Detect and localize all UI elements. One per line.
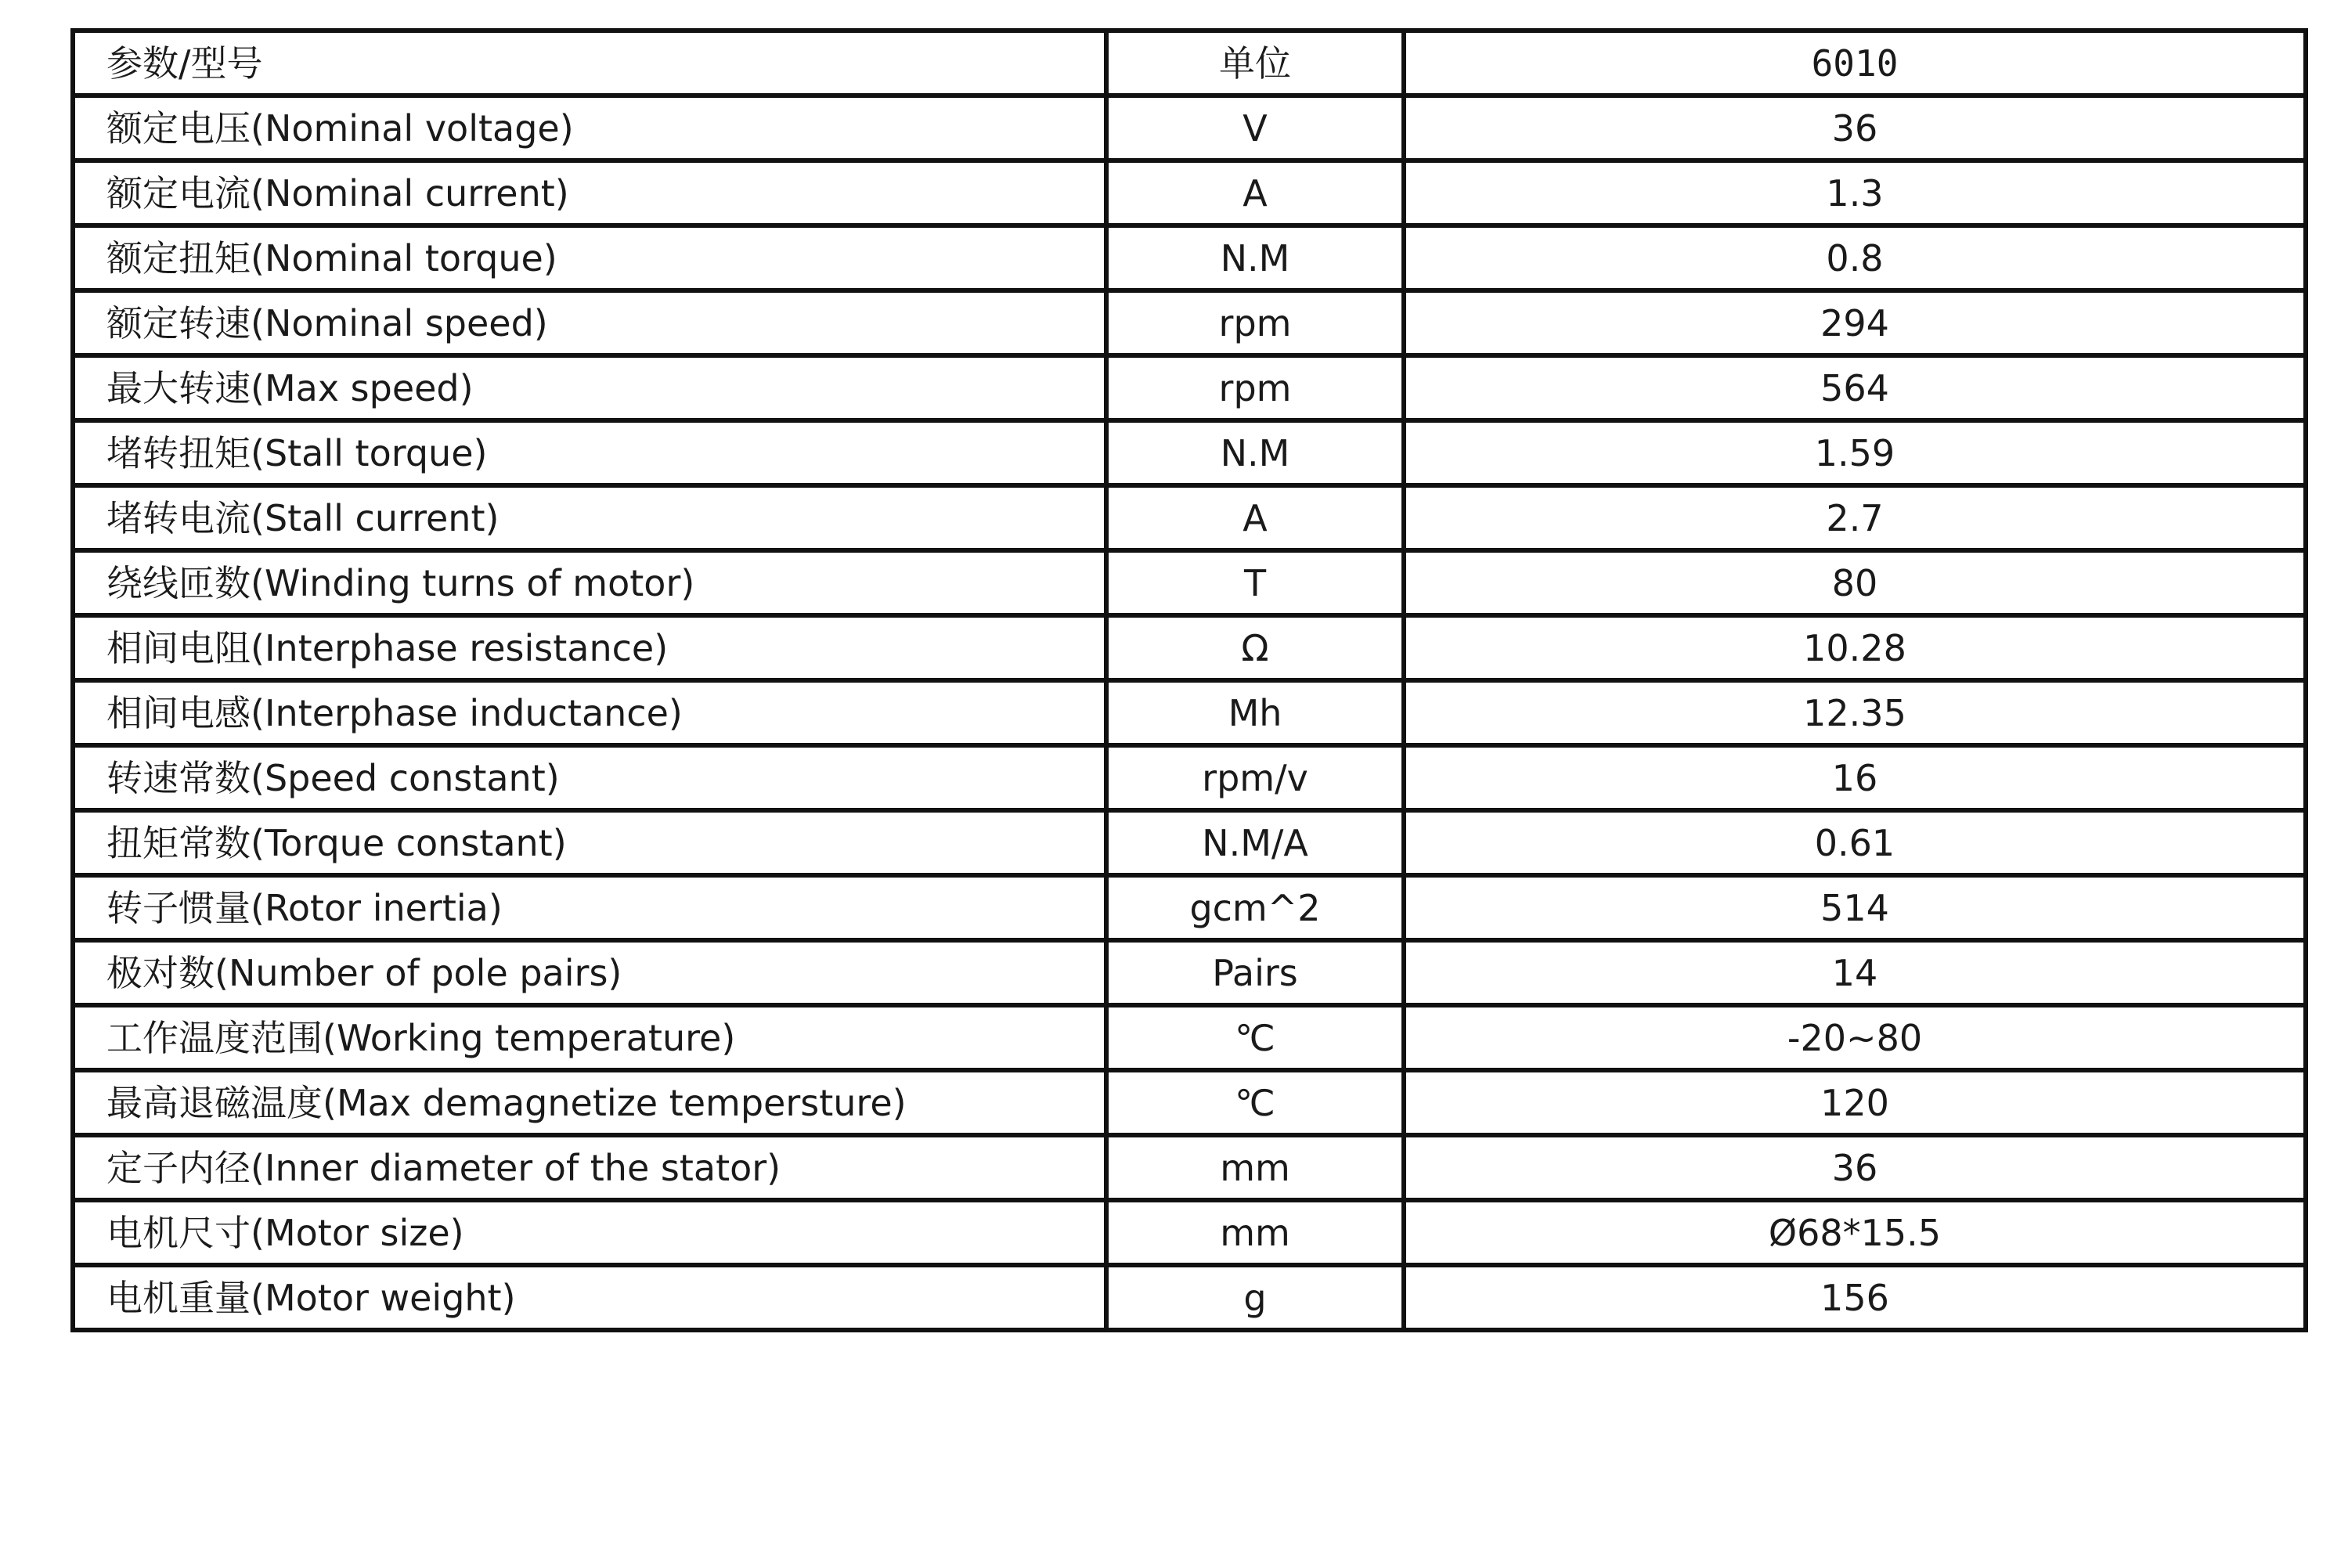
unit-cell: mm [1106, 1135, 1404, 1200]
header-param: 参数/型号 [73, 31, 1106, 96]
table-row [73, 615, 2306, 680]
value-cell: 14 [1404, 940, 2306, 1005]
param-cell: 电机尺寸(Motor size) [73, 1200, 1106, 1265]
param-cell: 工作温度范围(Working temperature) [73, 1005, 1106, 1070]
unit-cell: Mh [1106, 680, 1404, 745]
table-row [73, 1265, 2306, 1330]
value-cell: 12.35 [1404, 680, 2306, 745]
table-row [73, 290, 2306, 355]
table-row [73, 1135, 2306, 1200]
value-cell: 1.3 [1404, 160, 2306, 225]
table-row [73, 1070, 2306, 1135]
table-row [73, 550, 2306, 615]
param-cell: 堵转电流(Stall current) [73, 485, 1106, 550]
unit-cell: A [1106, 160, 1404, 225]
table-row [73, 940, 2306, 1005]
spec-table-body [73, 31, 2306, 1330]
unit-cell: rpm [1106, 355, 1404, 420]
value-cell: 1.59 [1404, 420, 2306, 485]
table-row [73, 420, 2306, 485]
value-cell: -20~80 [1404, 1005, 2306, 1070]
unit-cell: N.M [1106, 225, 1404, 290]
unit-cell: V [1106, 96, 1404, 160]
unit-cell: rpm/v [1106, 745, 1404, 810]
unit-cell: g [1106, 1265, 1404, 1330]
param-cell: 堵转扭矩(Stall torque) [73, 420, 1106, 485]
value-cell: 36 [1404, 1135, 2306, 1200]
table-row [73, 1005, 2306, 1070]
value-cell: 36 [1404, 96, 2306, 160]
table-row [73, 485, 2306, 550]
param-cell: 绕线匝数(Winding turns of motor) [73, 550, 1106, 615]
param-cell: 最大转速(Max speed) [73, 355, 1106, 420]
unit-cell: Ω [1106, 615, 1404, 680]
value-cell: 0.8 [1404, 225, 2306, 290]
value-cell: 80 [1404, 550, 2306, 615]
table-row [73, 160, 2306, 225]
unit-cell: ℃ [1106, 1070, 1404, 1135]
spec-table [70, 28, 2308, 1332]
param-cell: 额定扭矩(Nominal torque) [73, 225, 1106, 290]
param-cell: 电机重量(Motor weight) [73, 1265, 1106, 1330]
header-row [73, 31, 2306, 96]
table-row [73, 745, 2306, 810]
unit-cell: T [1106, 550, 1404, 615]
table-row [73, 1200, 2306, 1265]
table-row [73, 96, 2306, 160]
table-row [73, 225, 2306, 290]
value-cell: Ø68*15.5 [1404, 1200, 2306, 1265]
unit-cell: rpm [1106, 290, 1404, 355]
value-cell: 120 [1404, 1070, 2306, 1135]
unit-cell: mm [1106, 1200, 1404, 1265]
param-cell: 相间电阻(Interphase resistance) [73, 615, 1106, 680]
unit-cell: Pairs [1106, 940, 1404, 1005]
unit-cell: N.M [1106, 420, 1404, 485]
value-cell: 10.28 [1404, 615, 2306, 680]
unit-cell: gcm^2 [1106, 875, 1404, 940]
value-cell: 0.61 [1404, 810, 2306, 875]
table-row [73, 875, 2306, 940]
unit-cell: A [1106, 485, 1404, 550]
unit-cell: ℃ [1106, 1005, 1404, 1070]
table-row [73, 810, 2306, 875]
param-cell: 扭矩常数(Torque constant) [73, 810, 1106, 875]
param-cell: 额定转速(Nominal speed) [73, 290, 1106, 355]
value-cell: 564 [1404, 355, 2306, 420]
value-cell: 156 [1404, 1265, 2306, 1330]
param-cell: 额定电压(Nominal voltage) [73, 96, 1106, 160]
table-row [73, 355, 2306, 420]
param-cell: 极对数(Number of pole pairs) [73, 940, 1106, 1005]
value-cell: 514 [1404, 875, 2306, 940]
header-model: 6010 [1404, 31, 2306, 96]
param-cell: 转子惯量(Rotor inertia) [73, 875, 1106, 940]
param-cell: 定子内径(Inner diameter of the stator) [73, 1135, 1106, 1200]
value-cell: 2.7 [1404, 485, 2306, 550]
param-cell: 相间电感(Interphase inductance) [73, 680, 1106, 745]
table-row [73, 680, 2306, 745]
unit-cell: N.M/A [1106, 810, 1404, 875]
param-cell: 转速常数(Speed constant) [73, 745, 1106, 810]
header-unit: 单位 [1106, 31, 1404, 96]
param-cell: 额定电流(Nominal current) [73, 160, 1106, 225]
param-cell: 最高退磁温度(Max demagnetize tempersture) [73, 1070, 1106, 1135]
value-cell: 16 [1404, 745, 2306, 810]
value-cell: 294 [1404, 290, 2306, 355]
